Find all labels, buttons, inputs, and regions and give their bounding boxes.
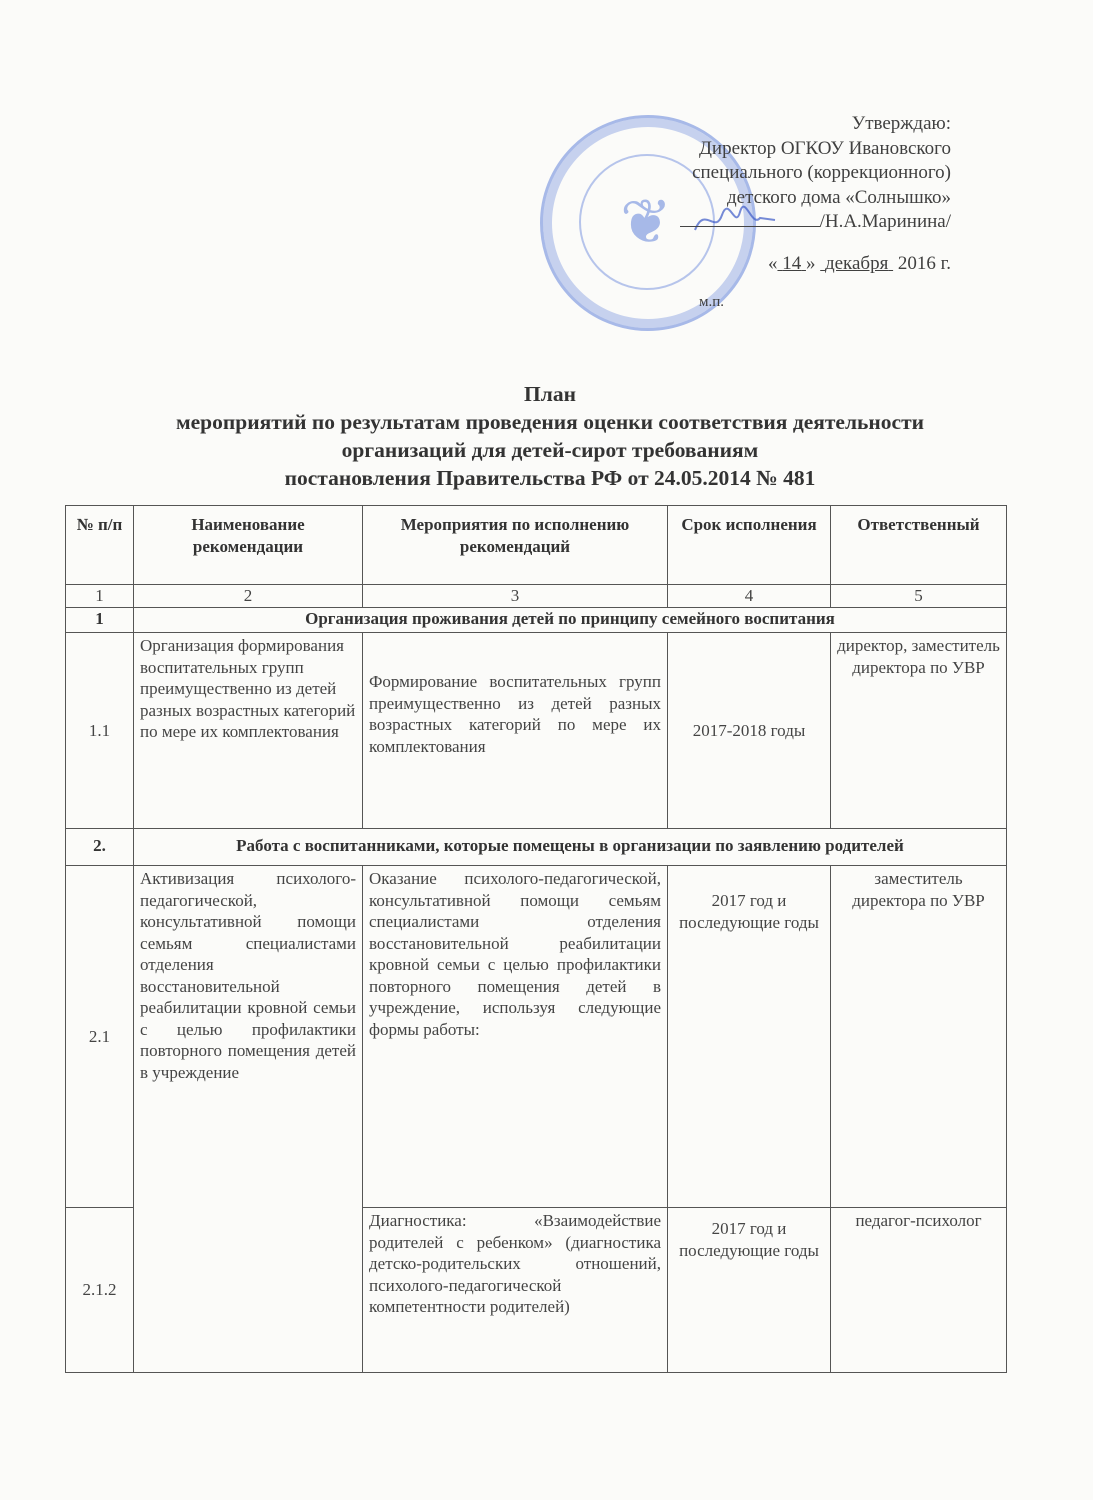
section-row bbox=[66, 608, 1007, 633]
header-deadline: Срок исполнения bbox=[668, 506, 831, 585]
row-number: 1.1 bbox=[66, 633, 134, 829]
approval-block bbox=[531, 112, 951, 315]
plan-table bbox=[65, 505, 1007, 1373]
column-number: 1 bbox=[66, 585, 134, 608]
row-activity: Диагностика: «Взаимодействие родителей с ребенком» (диагностика детско-родительских отношений, психолого-педагогической компетентности родителей) bbox=[363, 1208, 668, 1373]
column-number: 3 bbox=[363, 585, 668, 608]
table-row bbox=[66, 633, 1007, 829]
date-quote-close: » bbox=[805, 252, 816, 274]
approval-heading: Утверждаю: bbox=[851, 113, 951, 134]
row-responsible: заместитель директора по УВР bbox=[831, 866, 1007, 1208]
header-number: № п/п bbox=[66, 506, 134, 585]
title-line-1: План bbox=[524, 382, 576, 406]
coat-of-arms-icon: ❦ bbox=[620, 189, 672, 257]
seal-place-label: м.п. bbox=[699, 294, 725, 310]
section-number: 1 bbox=[66, 608, 134, 633]
row-activity: Оказание психолого-педагогической, консультативной помощи семьям специалистами отделения восстановительной реабилитации кровной семьи с целью профилактики повторного помещения детей в учреждение, используя следующие формы работы: bbox=[363, 866, 668, 1208]
row-responsible: педагог-психолог bbox=[831, 1208, 1007, 1373]
signature-underline bbox=[680, 210, 820, 227]
row-deadline: 2017-2018 годы bbox=[668, 633, 831, 829]
column-number: 5 bbox=[831, 585, 1007, 608]
header-activity: Мероприятия по исполнению рекомендаций bbox=[363, 506, 668, 585]
row-responsible: директор, заместитель директора по УВР bbox=[831, 633, 1007, 829]
title-line-4: постановления Правительства РФ от 24.05.2014 № 481 bbox=[284, 466, 816, 490]
section-title: Организация проживания детей по принципу семейного воспитания bbox=[134, 608, 1007, 633]
date-year: 2016 г. bbox=[897, 252, 951, 274]
title-line-3: организаций для детей-сирот требованиям bbox=[341, 438, 759, 462]
title-line-2: мероприятий по результатам проведения оценки соответствия деятельности bbox=[175, 410, 925, 434]
date-quote-open: « bbox=[767, 252, 778, 274]
table-row bbox=[66, 866, 1007, 1208]
date-day: 14 bbox=[782, 252, 802, 274]
section-number: 2. bbox=[66, 829, 134, 866]
table-header-row bbox=[66, 506, 1007, 585]
row-recommendation: Организация формирования воспитательных групп преимущественно из детей разных возрастных категорий по мере их комплектования bbox=[134, 633, 363, 829]
column-numbers-row bbox=[66, 585, 1007, 608]
row-activity: Формирование воспитательных групп преимущественно из детей разных возрастных категорий по мере их комплектования bbox=[363, 633, 668, 829]
section-title: Работа с воспитанниками, которые помещены в организации по заявлению родителей bbox=[134, 829, 1007, 866]
header-responsible: Ответственный bbox=[831, 506, 1007, 585]
date-month: декабря bbox=[824, 252, 889, 274]
approval-line-1: Директор ОГКОУ Ивановского bbox=[698, 137, 951, 159]
approval-date bbox=[531, 252, 951, 277]
section-row bbox=[66, 829, 1007, 866]
header-recommendation: Наименование рекомендации bbox=[134, 506, 363, 585]
row-number: 2.1 bbox=[66, 866, 134, 1208]
row-number: 2.1.2 bbox=[66, 1208, 134, 1373]
row-deadline: 2017 год и последующие годы bbox=[668, 866, 831, 1208]
approval-line-2: специального (коррекционного) bbox=[692, 162, 951, 183]
row-deadline: 2017 год и последующие годы bbox=[668, 1208, 831, 1373]
signatory-name: /Н.А.Маринина/ bbox=[819, 211, 951, 232]
approval-line-3: детского дома «Солнышко» bbox=[726, 186, 951, 208]
column-number: 2 bbox=[134, 585, 363, 608]
column-number: 4 bbox=[668, 585, 831, 608]
row-recommendation: Активизация психолого-педагогической, консультативной помощи семьям специалистами отделения восстановительной реабилитации кровной семьи с целью профилактики повторного помещения детей в учреждение bbox=[134, 866, 363, 1373]
document-title bbox=[90, 380, 1010, 492]
signature-line bbox=[531, 210, 951, 235]
